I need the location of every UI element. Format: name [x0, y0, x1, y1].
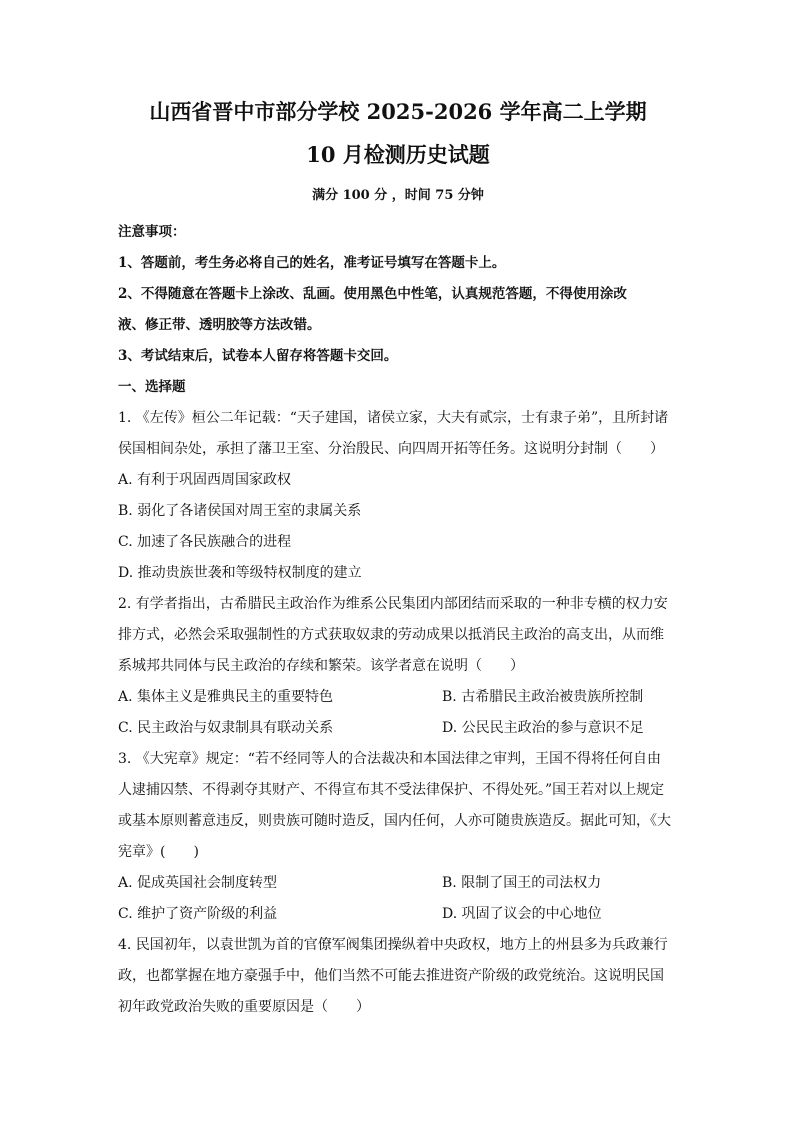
question-line: 1. 《左传》桓公二年记载：“天子建国，诸侯立家，大夫有贰宗，士有隶子弟”，且所封诸 [118, 410, 669, 426]
question-line: 排方式，必然会采取强制性的方式获取奴隶的劳动成果以抵消民主政治的高支出，从而维 [118, 627, 664, 643]
question-line: 系城邦共同体与民主政治的存续和繁荣。该学者意在说明（ ） [118, 658, 524, 674]
question-line: 2. 有学者指出，古希腊民主政治作为维系公民集团内部团结而采取的一种非专横的权力安 [118, 596, 668, 612]
option-c: C. 民主政治与奴隶制具有联动关系 [118, 720, 334, 736]
note-2-part2: 液、修正带、透明胶等方法改错。 [118, 317, 321, 333]
exam-title-line2: 10 月检测历史试题 [306, 142, 490, 167]
question-4 [118, 930, 678, 1023]
question-line: 人逮捕囚禁、不得剥夺其财产、不得宣布其不受法律保护、不得处死。”国王若对以上规定 [118, 782, 665, 798]
exam-title-line1: 山西省晋中市部分学校 2025-2026 学年高二上学期 [149, 99, 647, 124]
option-d: D. 公民民主政治的参与意识不足 [442, 720, 644, 736]
question-line: 宪章》( ) [118, 844, 199, 860]
question-line: 4. 民国初年，以袁世凯为首的官僚军阀集团操纵着中央政权，地方上的州县多为兵政兼行 [118, 937, 668, 953]
option-c: C. 加速了各民族融合的进程 [118, 534, 292, 550]
notes-block [118, 217, 678, 372]
question-2 [118, 589, 678, 744]
option-c: C. 维护了资产阶级的利益 [118, 906, 278, 922]
option-b: B. 弱化了各诸侯国对周王室的隶属关系 [118, 503, 362, 519]
option-b: B. 限制了国王的司法权力 [442, 875, 602, 891]
question-line: 3. 《大宪章》规定：“若不经同等人的合法裁决和本国法律之审判，王国不得将任何自由 [118, 751, 661, 767]
note-3: 3、考试结束后，试卷本人留存将答题卡交回。 [118, 348, 398, 364]
question-1 [118, 403, 678, 589]
question-3 [118, 744, 678, 930]
question-line: 初年政党政治失败的重要原因是（ ） [118, 999, 370, 1015]
option-row [118, 713, 678, 744]
exam-page [118, 96, 678, 1023]
option-a: A. 有利于巩固西周国家政权 [118, 472, 292, 488]
option-a: A. 促成英国社会制度转型 [118, 875, 278, 891]
question-line: 侯国相间杂处，承担了藩卫王室、分治殷民、向四周开拓等任务。这说明分封制（ ） [118, 441, 664, 457]
option-row [118, 682, 678, 713]
note-2-part1: 2、不得随意在答题卡上涂改、乱画。使用黑色中性笔，认真规范答题，不得使用涂改 [118, 286, 627, 302]
exam-subtitle: 满分 100 分 ，时间 75 分钟 [312, 188, 484, 203]
question-line: 或基本原则蓄意违反，则贵族可随时造反，国内任何，人亦可随贵族造反。据此可知，《大 [118, 813, 671, 829]
option-row [118, 899, 678, 930]
option-d: D. 巩固了议会的中心地位 [442, 906, 602, 922]
notes-heading: 注意事项： [118, 224, 186, 240]
option-a: A. 集体主义是雅典民主的重要特色 [118, 689, 334, 705]
option-d: D. 推动贵族世袭和等级特权制度的建立 [118, 565, 362, 581]
option-b: B. 古希腊民主政治被贵族所控制 [442, 689, 644, 705]
note-1: 1、答题前，考生务必将自己的姓名，准考证号填写在答题卡上。 [118, 255, 506, 271]
question-line: 政，也都掌握在地方豪强手中，他们当然不可能去推进资产阶级的政党统治。这说明民国 [118, 968, 664, 984]
section-title: 一、选择题 [118, 379, 186, 395]
option-row [118, 868, 678, 899]
